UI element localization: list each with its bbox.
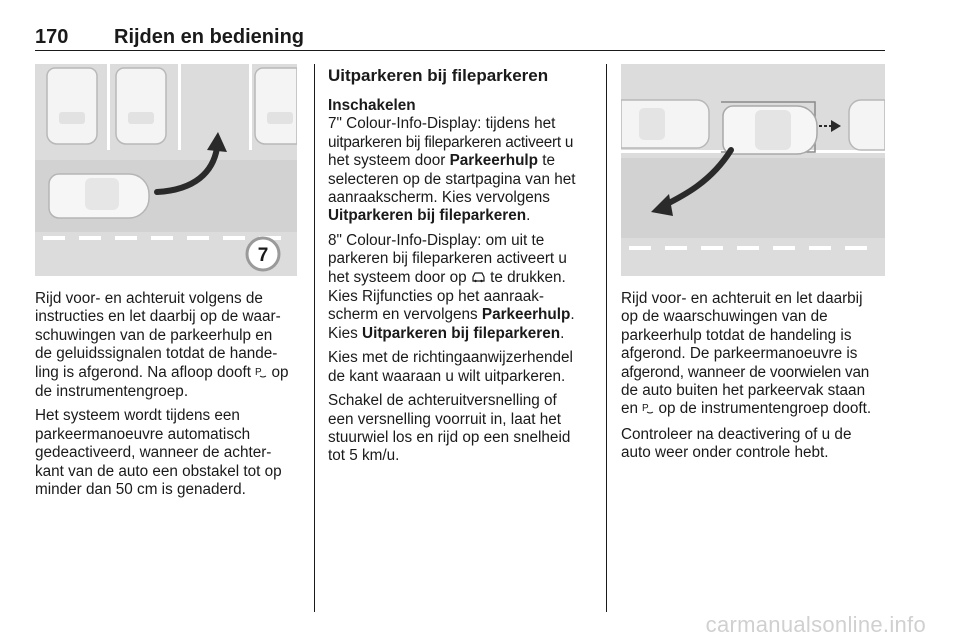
svg-text:P: P <box>255 366 262 378</box>
parking-assist-icon <box>642 400 654 419</box>
header-rule <box>35 50 885 51</box>
parking-assist-icon <box>255 364 267 383</box>
middle-column <box>328 66 600 472</box>
middle-paragraph-3: Kies met de richtingaanwijzerhendel de kant waaraan u wilt uitparkeren. <box>328 349 573 385</box>
left-paragraph-2: Het systeem wordt tijdens een parkeermanoeuvre automatisch gedeactiveerd, wanneer de achter- kant van de auto een obstakel tot op minder dan 50 cm is genaderd. <box>35 407 282 499</box>
right-paragraph-1: Rijd voor- en achteruit en let daarbij op de waarschuwingen van de parkeerhulp totdat de handeling is afgerond. De parkeermanoeuvre is afgerond, wanneer de voorwielen van de auto buiten het parkeervak staan en P op de instrumentengroep dooft. <box>621 290 891 420</box>
middle-paragraph-2: 8" Colour-Info-Display: om uit te parkeren bij fileparkeren activeert u het systeem door op te drukken. Kies Rijfuncties op het aanraak- scherm en vervolgens Parkeerhulp. Kies Uitparkeren bij fileparkeren. <box>328 231 575 342</box>
car-icon <box>471 270 486 288</box>
right-paragraph-2: Controleer na deactivering of u de auto weer onder controle hebt. <box>621 425 852 462</box>
subheading: Inschakelen <box>328 97 416 114</box>
left-paragraph-1: Rijd voor- en achteruit volgens de instructies en let daarbij op de waar- schuwingen van de parkeerhulp en de geluidssignalen totdat de hande- ling is afgerond. Na afloop dooft P op de instrumentengroep. <box>35 290 289 401</box>
page-number: 170 <box>35 26 69 48</box>
parallel-parking-illustration <box>621 64 885 276</box>
parking-scene-left <box>35 64 297 276</box>
section-heading: Uitparkeren bij fileparkeren <box>328 66 549 85</box>
watermark: carmanualsonline.info <box>705 612 926 637</box>
illustration-number: 7 <box>257 245 269 266</box>
svg-text:P: P <box>642 403 649 415</box>
column-divider-right <box>606 64 607 612</box>
right-column <box>621 290 891 469</box>
middle-paragraph-4: Schakel de achteruitversnelling of een versnelling voorruit in, laat het stuurwiel los en rijd op een snelheid tot 5 km/u. <box>328 392 571 465</box>
middle-paragraph-1: 7" Colour-Info-Display: tijdens het uitparkeren bij fileparkeren activeert u het systeem door Parkeerhulp te selecteren op de startpagina van het aanraakscherm. Kies vervolgens Uitparkeren bij fileparkeren. <box>328 115 576 225</box>
parking-scene-right <box>621 64 885 276</box>
page-header <box>35 26 885 52</box>
left-column <box>35 290 305 505</box>
column-divider-left <box>314 64 315 612</box>
section-title: Rijden en bediening <box>114 26 305 48</box>
perpendicular-parking-illustration <box>35 64 297 276</box>
